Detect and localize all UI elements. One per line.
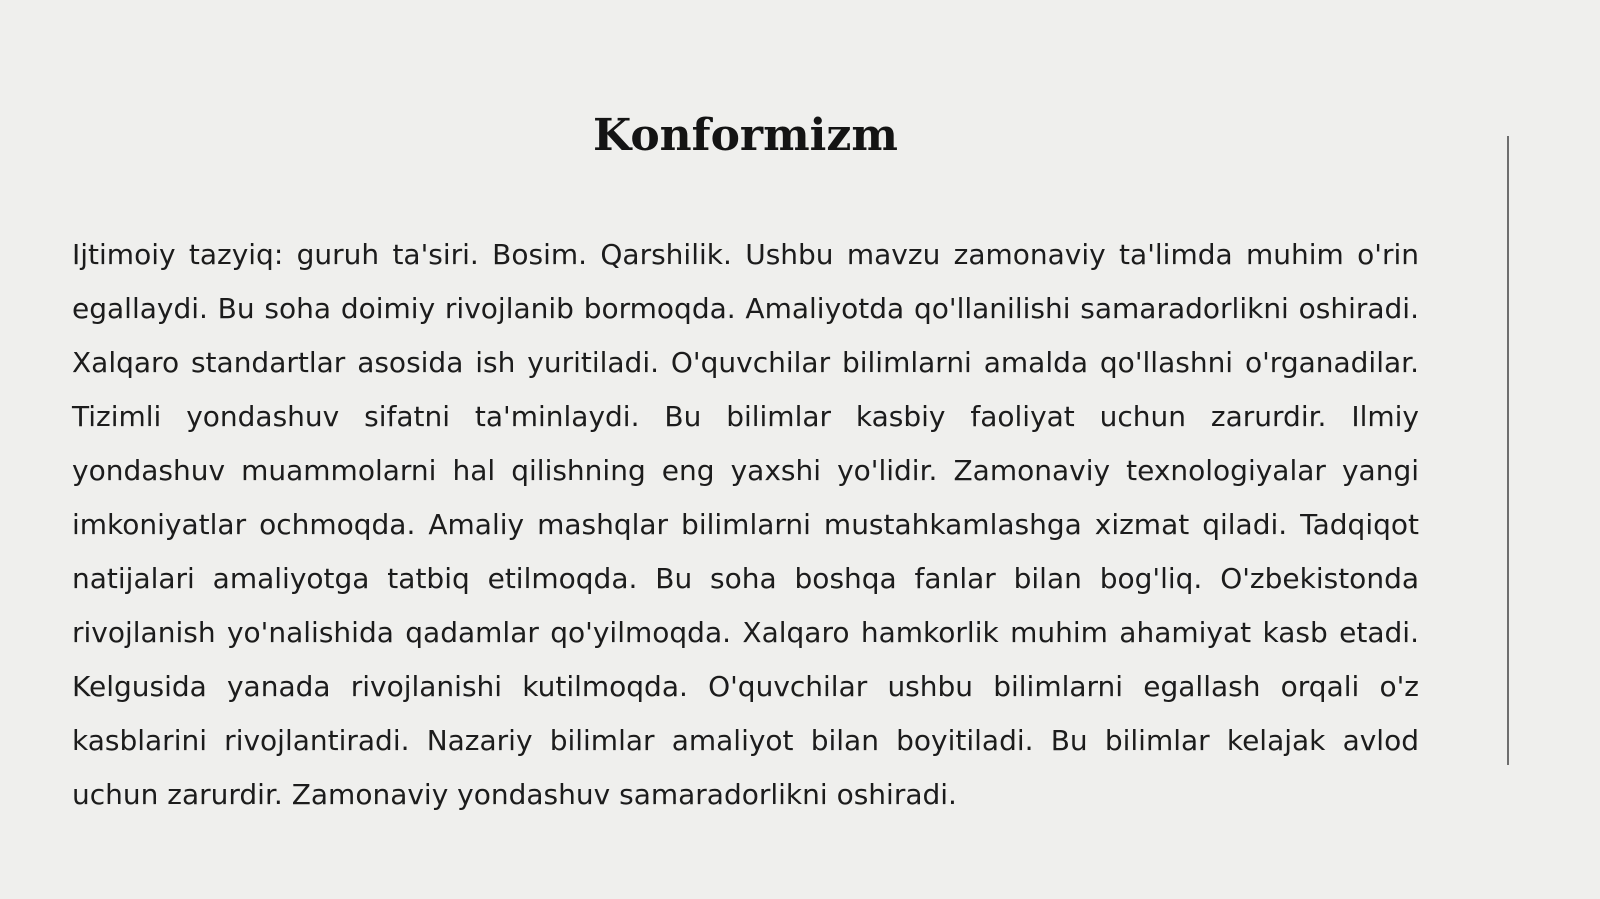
slide-title: Konformizm: [593, 110, 898, 161]
slide-body-text: Ijtimoiy tazyiq: guruh ta'siri. Bosim. Qarshilik. Ushbu mavzu zamonaviy ta'limda muhim o'rin egallaydi. Bu soha doimiy rivojlanib bormoqda. Amaliyotda qo'llanilishi samaradorlikni oshiradi. Xalqaro standartlar asosida ish yuritiladi. O'quvchilar bilimlarni amalda qo'llashni o'rganadilar. Tizimli yondashuv sifatni ta'minlaydi. Bu bilimlar kasbiy faoliyat uchun zarurdir. Ilmiy yondashuv muammolarni hal qilishning eng yaxshi yo'lidir. Zamonaviy texnologiyalar yangi imkoniyatlar ochmoqda. Amaliy mashqlar bilimlarni mustahkamlashga xizmat qiladi. Tadqiqot natijalari amaliyotga tatbiq etilmoqda. Bu soha boshqa fanlar bilan bog'liq. O'zbekistonda rivojlanish yo'nalishida qadamlar qo'yilmoqda. Xalqaro hamkorlik muhim ahamiyat kasb etadi. Kelgusida yanada rivojlanishi kutilmoqda. O'quvchilar ushbu bilimlarni egallash orqali o'z kasblarini rivojlantiradi. Nazariy bilimlar amaliyot bilan boyitiladi. Bu bilimlar kelajak avlod uchun zarurdir. Zamonaviy yondashuv samaradorlikni oshiradi.: [72, 238, 1419, 811]
vertical-divider: [1507, 136, 1509, 765]
